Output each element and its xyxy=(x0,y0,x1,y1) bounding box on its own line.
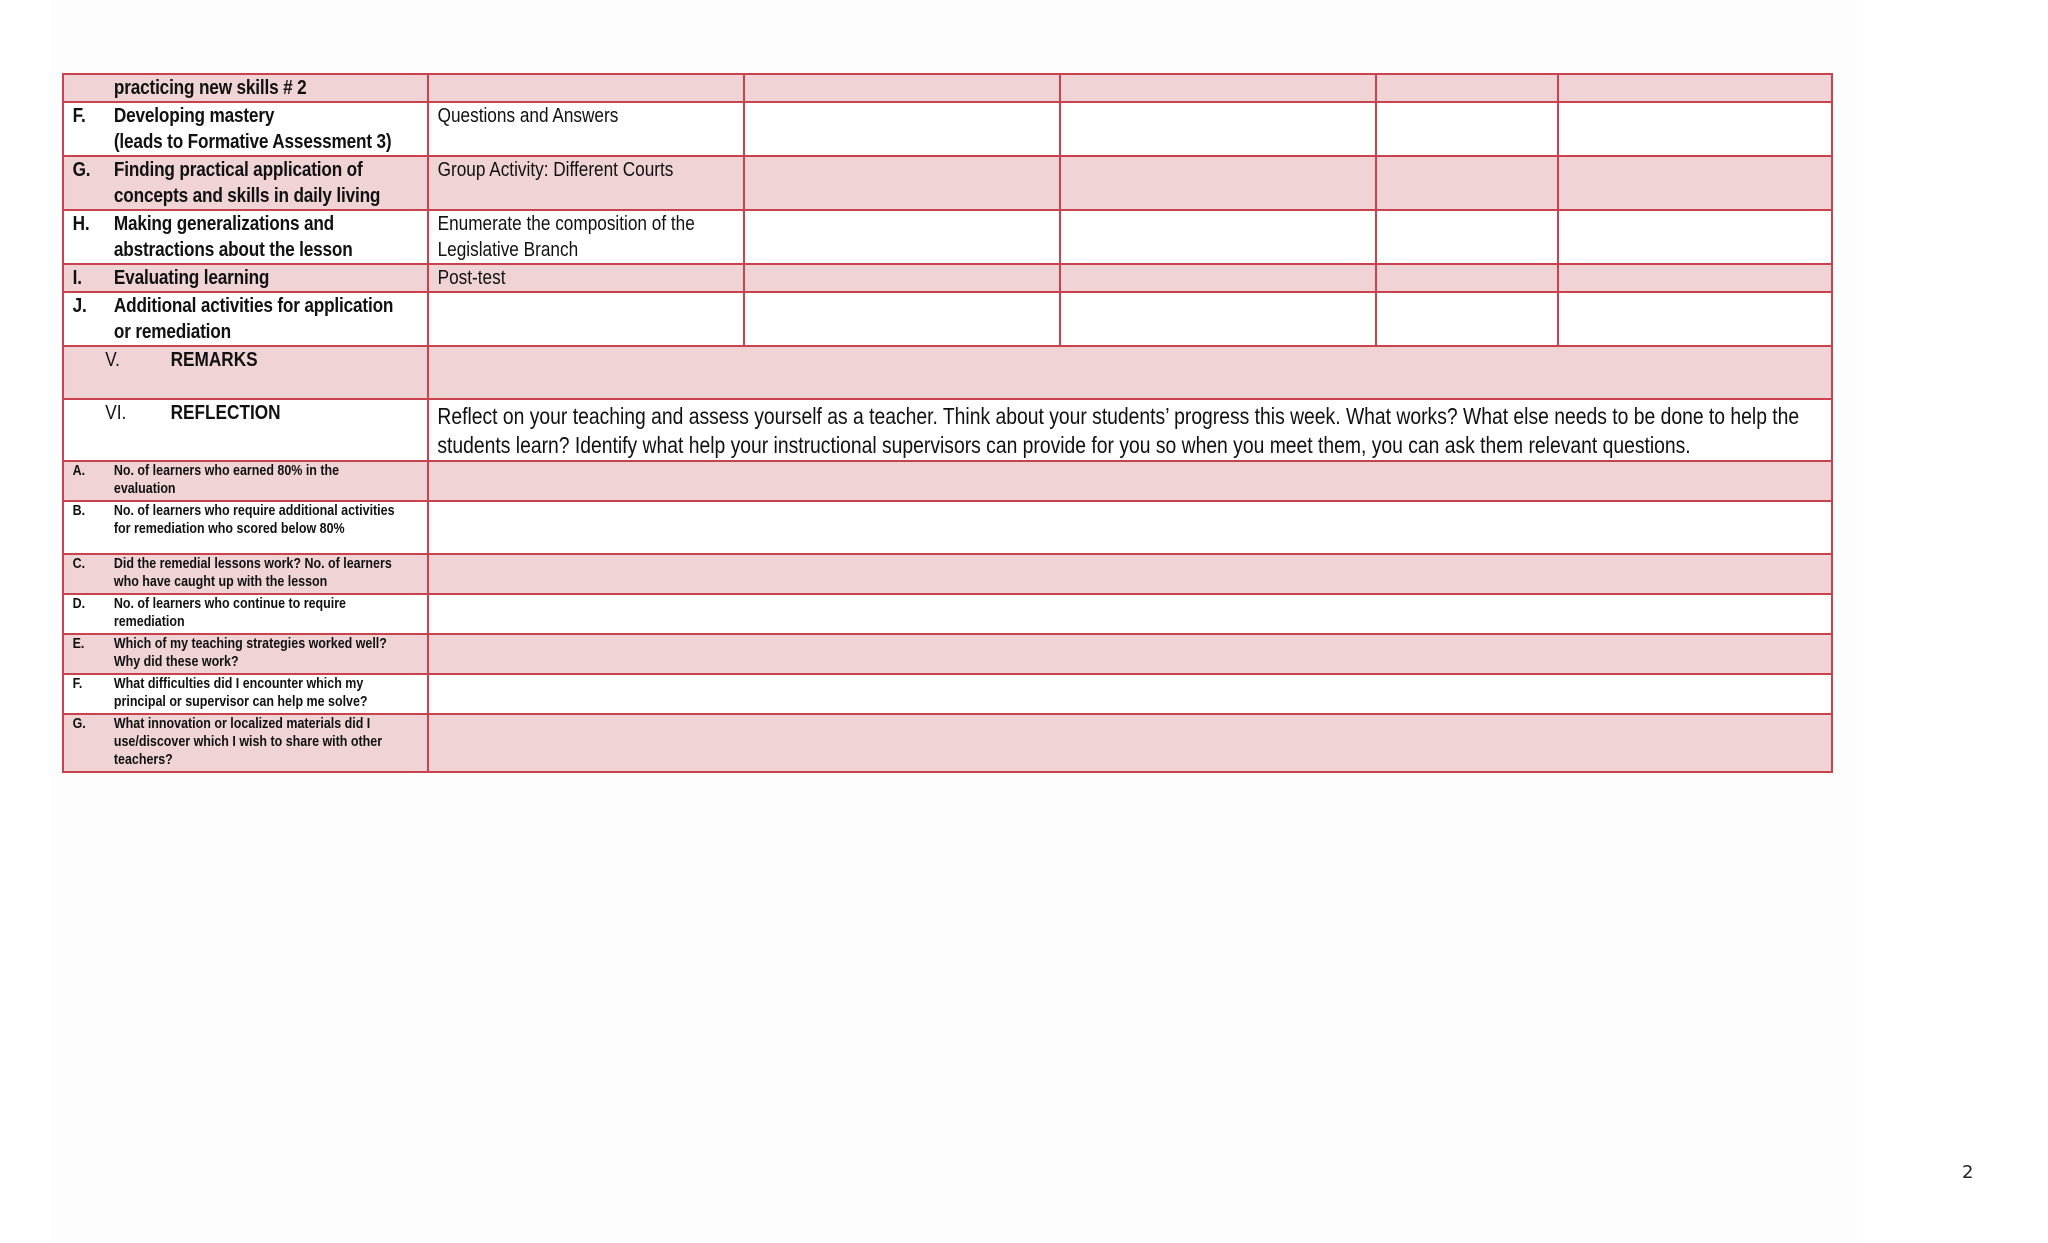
reflection-item-line: No. of learners who continue to require xyxy=(113,596,346,612)
thursday-cell xyxy=(1376,102,1558,156)
reflection-item-line: use/discover which I wish to share with other xyxy=(113,734,383,750)
reflection-content-cell xyxy=(428,399,1832,461)
reflection-item-question xyxy=(114,502,428,538)
procedure-row xyxy=(63,264,1832,292)
friday-cell xyxy=(1558,102,1832,156)
procedure-label-line: abstractions about the lesson xyxy=(113,239,353,261)
procedure-value-line: Enumerate the composition of the xyxy=(437,213,695,235)
procedure-row xyxy=(63,102,1832,156)
wednesday-cell xyxy=(1060,156,1376,210)
procedure-row xyxy=(63,210,1832,264)
procedure-label-line: or remediation xyxy=(113,321,231,343)
reflection-item-answer-cell xyxy=(428,674,1832,714)
procedure-label-cell xyxy=(63,156,428,210)
reflection-item-line: who have caught up with the lesson xyxy=(113,574,328,590)
reflection-title: REFLECTION xyxy=(170,402,281,424)
procedure-value: Questions and Answers xyxy=(437,105,619,127)
reflection-item-question xyxy=(114,675,428,711)
reflection-item-label-cell xyxy=(63,674,428,714)
procedure-label xyxy=(114,157,428,209)
wednesday-cell xyxy=(1060,210,1376,264)
reflection-item-question xyxy=(114,715,428,769)
reflection-item-question xyxy=(114,462,428,498)
reflection-item-letter: G. xyxy=(72,716,86,732)
reflection-item-answer-cell xyxy=(428,634,1832,674)
reflection-item-row xyxy=(63,554,1832,594)
procedure-row xyxy=(63,292,1832,346)
procedure-letter: I. xyxy=(72,267,82,289)
reflection-item-line: What difficulties did I encounter which my xyxy=(113,676,364,692)
procedure-letter: H. xyxy=(72,213,90,235)
procedure-label-cell xyxy=(63,102,428,156)
reflection-item-answer-cell xyxy=(428,461,1832,501)
reflection-roman: VI. xyxy=(105,402,127,424)
tuesday-cell xyxy=(744,292,1060,346)
friday-cell xyxy=(1558,264,1832,292)
reflection-item-label-cell xyxy=(63,714,428,772)
procedure-value: Group Activity: Different Courts xyxy=(437,159,674,181)
friday-cell xyxy=(1558,156,1832,210)
procedure-label-cell xyxy=(63,264,428,292)
page-margin-left xyxy=(0,0,50,1243)
reflection-item-answer-cell xyxy=(428,594,1832,634)
procedure-letter: J. xyxy=(72,295,87,317)
monday-cell xyxy=(428,264,744,292)
thursday-cell xyxy=(1376,292,1558,346)
reflection-label-cell xyxy=(63,399,428,461)
procedure-label-line: practicing new skills # 2 xyxy=(113,77,307,99)
monday-cell xyxy=(428,74,744,102)
reflection-item-label-cell xyxy=(63,594,428,634)
reflection-item-line: Did the remedial lessons work? No. of learners xyxy=(113,556,392,572)
reflection-item-label-cell xyxy=(63,554,428,594)
procedure-label-line: (leads to Formative Assessment 3) xyxy=(113,131,392,153)
procedure-label-cell xyxy=(63,292,428,346)
wednesday-cell xyxy=(1060,102,1376,156)
procedure-value xyxy=(429,211,744,263)
page-number: 2 xyxy=(1962,1162,1974,1183)
tuesday-cell xyxy=(744,74,1060,102)
reflection-item-letter: E. xyxy=(72,636,85,652)
remarks-content-cell xyxy=(428,346,1832,399)
procedure-letter: F. xyxy=(72,105,86,127)
reflection-item-label-cell xyxy=(63,501,428,554)
thursday-cell xyxy=(1376,264,1558,292)
reflection-item-letter: A. xyxy=(72,463,86,479)
reflection-item-letter: D. xyxy=(72,596,86,612)
reflection-instructions: Reflect on your teaching and assess yourself as a teacher. Think about your students’ progress this week. What works? What else needs to be done to help the students learn? Identify what help your instructional supervisors can provide for you so when you meet them, you can ask them relevant questions. xyxy=(437,403,1800,458)
reflection-item-line: principal or supervisor can help me solve? xyxy=(113,694,368,710)
friday-cell xyxy=(1558,74,1832,102)
reflection-item-label-cell xyxy=(63,634,428,674)
reflection-item-row xyxy=(63,594,1832,634)
remarks-label-cell xyxy=(63,346,428,399)
reflection-item-row xyxy=(63,501,1832,554)
procedure-label-cell xyxy=(63,74,428,102)
reflection-row xyxy=(63,399,1832,461)
reflection-item-question xyxy=(114,635,428,671)
procedure-label xyxy=(114,103,428,155)
wednesday-cell xyxy=(1060,264,1376,292)
procedure-row xyxy=(63,156,1832,210)
reflection-item-question xyxy=(114,555,428,591)
reflection-item-line: evaluation xyxy=(113,481,176,497)
thursday-cell xyxy=(1376,156,1558,210)
reflection-item-letter: B. xyxy=(72,503,86,519)
reflection-item-question xyxy=(114,595,428,631)
procedure-label-line: concepts and skills in daily living xyxy=(113,185,381,207)
procedure-value: Post-test xyxy=(437,267,506,289)
procedure-label-cell xyxy=(63,210,428,264)
monday-cell xyxy=(428,156,744,210)
remarks-row xyxy=(63,346,1832,399)
reflection-item-label-cell xyxy=(63,461,428,501)
reflection-item-line: Why did these work? xyxy=(113,654,239,670)
wednesday-cell xyxy=(1060,292,1376,346)
friday-cell xyxy=(1558,292,1832,346)
procedure-value-line: Legislative Branch xyxy=(437,239,579,261)
monday-cell xyxy=(428,292,744,346)
reflection-item-answer-cell xyxy=(428,501,1832,554)
procedure-letter: G. xyxy=(72,159,91,181)
wednesday-cell xyxy=(1060,74,1376,102)
procedure-label-line: Making generalizations and xyxy=(113,213,335,235)
reflection-item-row xyxy=(63,461,1832,501)
reflection-item-line: Which of my teaching strategies worked well? xyxy=(113,636,387,652)
procedure-label-line: Finding practical application of xyxy=(113,159,363,181)
monday-cell xyxy=(428,210,744,264)
remarks-title: REMARKS xyxy=(170,349,258,371)
reflection-item-row xyxy=(63,714,1832,772)
reflection-item-answer-cell xyxy=(428,714,1832,772)
reflection-item-row xyxy=(63,674,1832,714)
tuesday-cell xyxy=(744,210,1060,264)
monday-cell xyxy=(428,102,744,156)
procedure-label xyxy=(114,293,428,345)
page-margin-right xyxy=(1858,0,2048,1243)
reflection-item-line: for remediation who scored below 80% xyxy=(113,521,345,537)
reflection-item-line: teachers? xyxy=(113,752,173,768)
procedure-label-line: Evaluating learning xyxy=(113,267,270,289)
lesson-plan-table xyxy=(62,73,1833,773)
reflection-item-row xyxy=(63,634,1832,674)
reflection-item-line: remediation xyxy=(113,614,185,630)
tuesday-cell xyxy=(744,264,1060,292)
procedure-label xyxy=(114,75,428,101)
friday-cell xyxy=(1558,210,1832,264)
remarks-roman: V. xyxy=(105,349,120,371)
tuesday-cell xyxy=(744,156,1060,210)
reflection-item-answer-cell xyxy=(428,554,1832,594)
reflection-item-letter: C. xyxy=(72,556,86,572)
reflection-item-line: No. of learners who require additional activities xyxy=(113,503,395,519)
procedure-label xyxy=(114,265,428,291)
procedure-label-line: Additional activities for application xyxy=(113,295,394,317)
procedure-row xyxy=(63,74,1832,102)
thursday-cell xyxy=(1376,74,1558,102)
reflection-item-line: No. of learners who earned 80% in the xyxy=(113,463,340,479)
thursday-cell xyxy=(1376,210,1558,264)
reflection-item-letter: F. xyxy=(72,676,83,692)
procedure-label-line: Developing mastery xyxy=(113,105,275,127)
tuesday-cell xyxy=(744,102,1060,156)
reflection-item-line: What innovation or localized materials did I xyxy=(113,716,371,732)
procedure-label xyxy=(114,211,428,263)
